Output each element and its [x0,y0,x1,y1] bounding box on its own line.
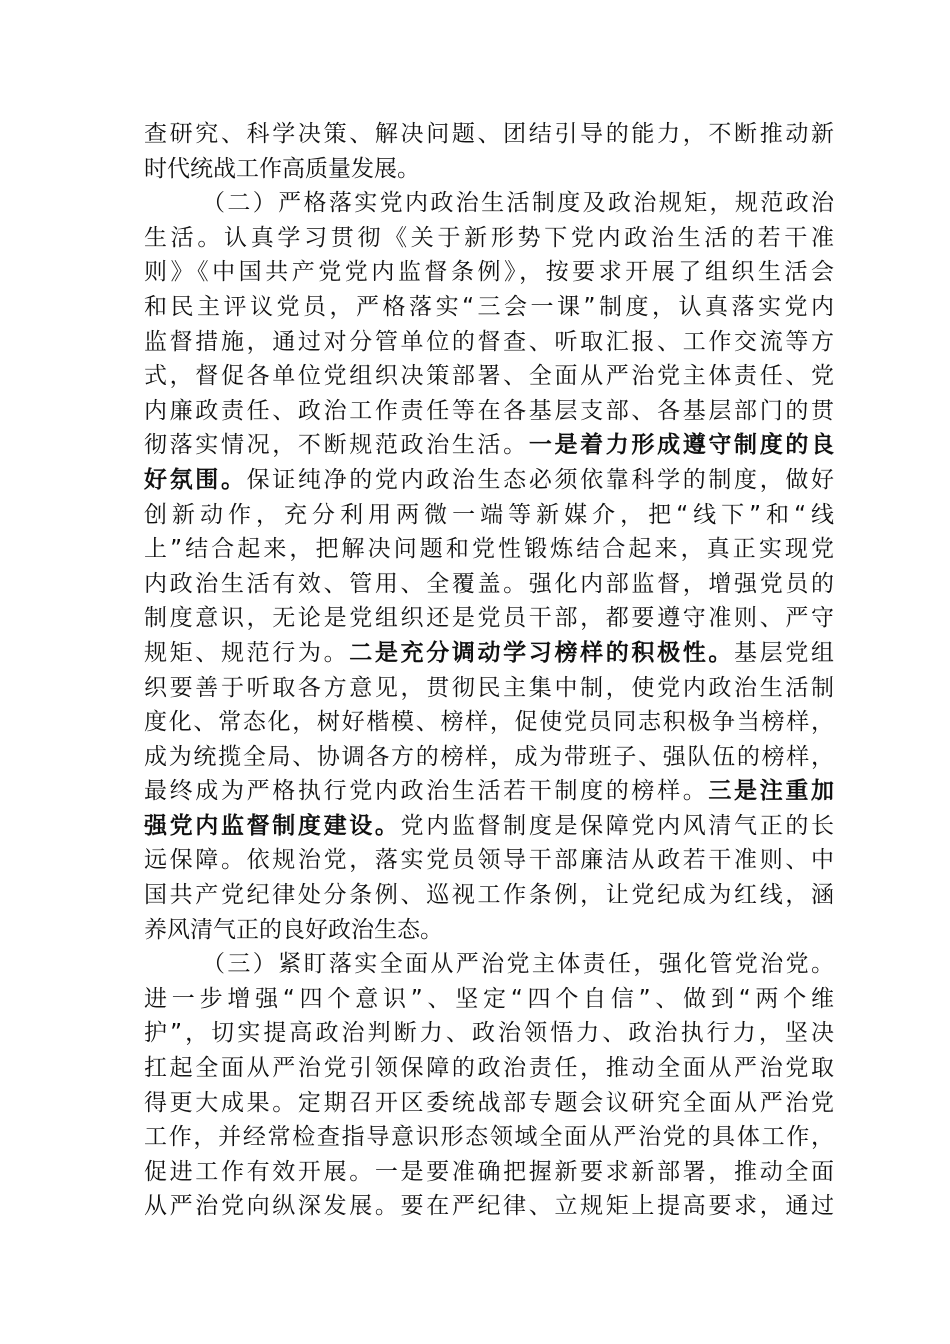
text-line [144,601,834,636]
text-run: 护”，切实提高政治判断力、政治领悟力、政治执行力，坚决 [144,1020,834,1047]
text-run: 从严治党向纵深发展。要在严纪律、立规矩上提高要求，通过 [144,1193,834,1220]
text-line [144,1016,834,1051]
text-line [144,913,834,948]
text-run: 时代统战工作高质量发展。 [144,155,420,182]
text-line [144,982,834,1017]
text-line [144,394,834,429]
bold-text-run: 好氛围。 [144,466,247,493]
text-run: 度化、常态化，树好楷模、榜样，促使党员同志积极争当榜样， [144,709,834,736]
text-run: （三）紧盯落实全面从严治党主体责任，强化管党治党。 [202,951,834,978]
text-line [144,498,834,533]
text-run: 党内监督制度是保障党内风清气正的长 [400,812,835,839]
text-run: 保证纯净的党内政治生态必须依靠科学的制度，做好 [246,466,835,493]
text-run: 生活。认真学习贯彻《关于新形势下党内政治生活的若干准 [144,224,834,251]
text-line [144,1189,834,1224]
text-run: 远保障。依规治党，落实党员领导干部廉洁从政若干准则、中 [144,847,834,874]
text-line [144,186,834,221]
text-run: 查研究、科学决策、解决问题、团结引导的能力，不断推动新 [144,121,834,147]
text-run: 内政治生活有效、管用、全覆盖。强化内部监督，增强党员的 [144,570,834,597]
text-line [144,152,834,187]
text-line [144,636,834,671]
text-run: 扛起全面从严治党引领保障的政治责任，推动全面从严治党取 [144,1055,834,1082]
text-line [144,567,834,602]
text-line [144,221,834,256]
text-run: 制度意识，无论是党组织还是党员干部，都要遵守准则、严守 [144,605,834,632]
text-line [144,671,834,706]
text-line [144,843,834,878]
text-line [144,878,834,913]
text-line [144,255,834,290]
text-line [144,428,834,463]
text-run: 内廉政责任、政治工作责任等在各基层支部、各基层部门的贯 [144,397,834,424]
text-line [144,1086,834,1121]
text-run: 和民主评议党员，严格落实“三会一课”制度，认真落实党内 [144,293,834,320]
document-body-text [144,117,834,1224]
text-run: 最终成为严格执行党内政治生活若干制度的榜样。 [144,778,709,805]
text-run: 式，督促各单位党组织决策部署、全面从严治党主体责任、党 [144,363,834,390]
text-run: 成为统揽全局、协调各方的榜样，成为带班子、强队伍的榜样， [144,743,834,770]
text-line [144,1051,834,1086]
bold-text-run: 三是注重加 [708,778,835,805]
text-run: 促进工作有效开展。一是要准确把握新要求新部署，推动全面 [144,1158,834,1185]
text-run: 上”结合起来，把解决问题和党性锻炼结合起来，真正实现党 [144,536,834,563]
text-line [144,740,834,775]
text-run: 进一步增强“四个意识”、坚定“四个自信”、做到“两个维 [144,985,834,1012]
text-run: 工作，并经常检查指导意识形态领域全面从严治党的具体工作， [144,1124,834,1151]
text-line [144,117,834,152]
text-run: 监督措施，通过对分管单位的督查、听取汇报、工作交流等方 [144,328,834,355]
text-line [144,463,834,498]
text-line [144,1155,834,1190]
text-line [144,809,834,844]
text-run: 彻落实情况，不断规范政治生活。 [144,432,529,459]
text-run: 则》《中国共产党党内监督条例》，按要求开展了组织生活会 [144,259,834,286]
text-line [144,947,834,982]
text-line [144,1120,834,1155]
text-line [144,290,834,325]
text-run: 基层党组 [734,639,835,666]
text-line [144,705,834,740]
text-line [144,359,834,394]
text-run: 规矩、规范行为。 [144,639,350,666]
text-run: 织要善于听取各方意见，贯彻民主集中制，使党内政治生活制 [144,674,834,701]
text-line [144,774,834,809]
text-run: 创新动作，充分利用两微一端等新媒介，把“线下”和“线 [144,501,834,528]
text-line [144,532,834,567]
bold-text-run: 二是充分调动学习榜样的积极性。 [349,639,735,666]
bold-text-run: 一是着力形成遵守制度的良 [528,432,835,459]
text-run: 国共产党纪律处分条例、巡视工作条例，让党纪成为红线，涵 [144,882,834,909]
bold-text-run: 强党内监督制度建设。 [144,812,401,839]
text-run: （二）严格落实党内政治生活制度及政治规矩，规范政治 [202,190,834,217]
text-run: 养风清气正的良好政治生态。 [144,916,443,943]
text-run: 得更大成果。定期召开区委统战部专题会议研究全面从严治党 [144,1089,834,1116]
text-line [144,325,834,360]
